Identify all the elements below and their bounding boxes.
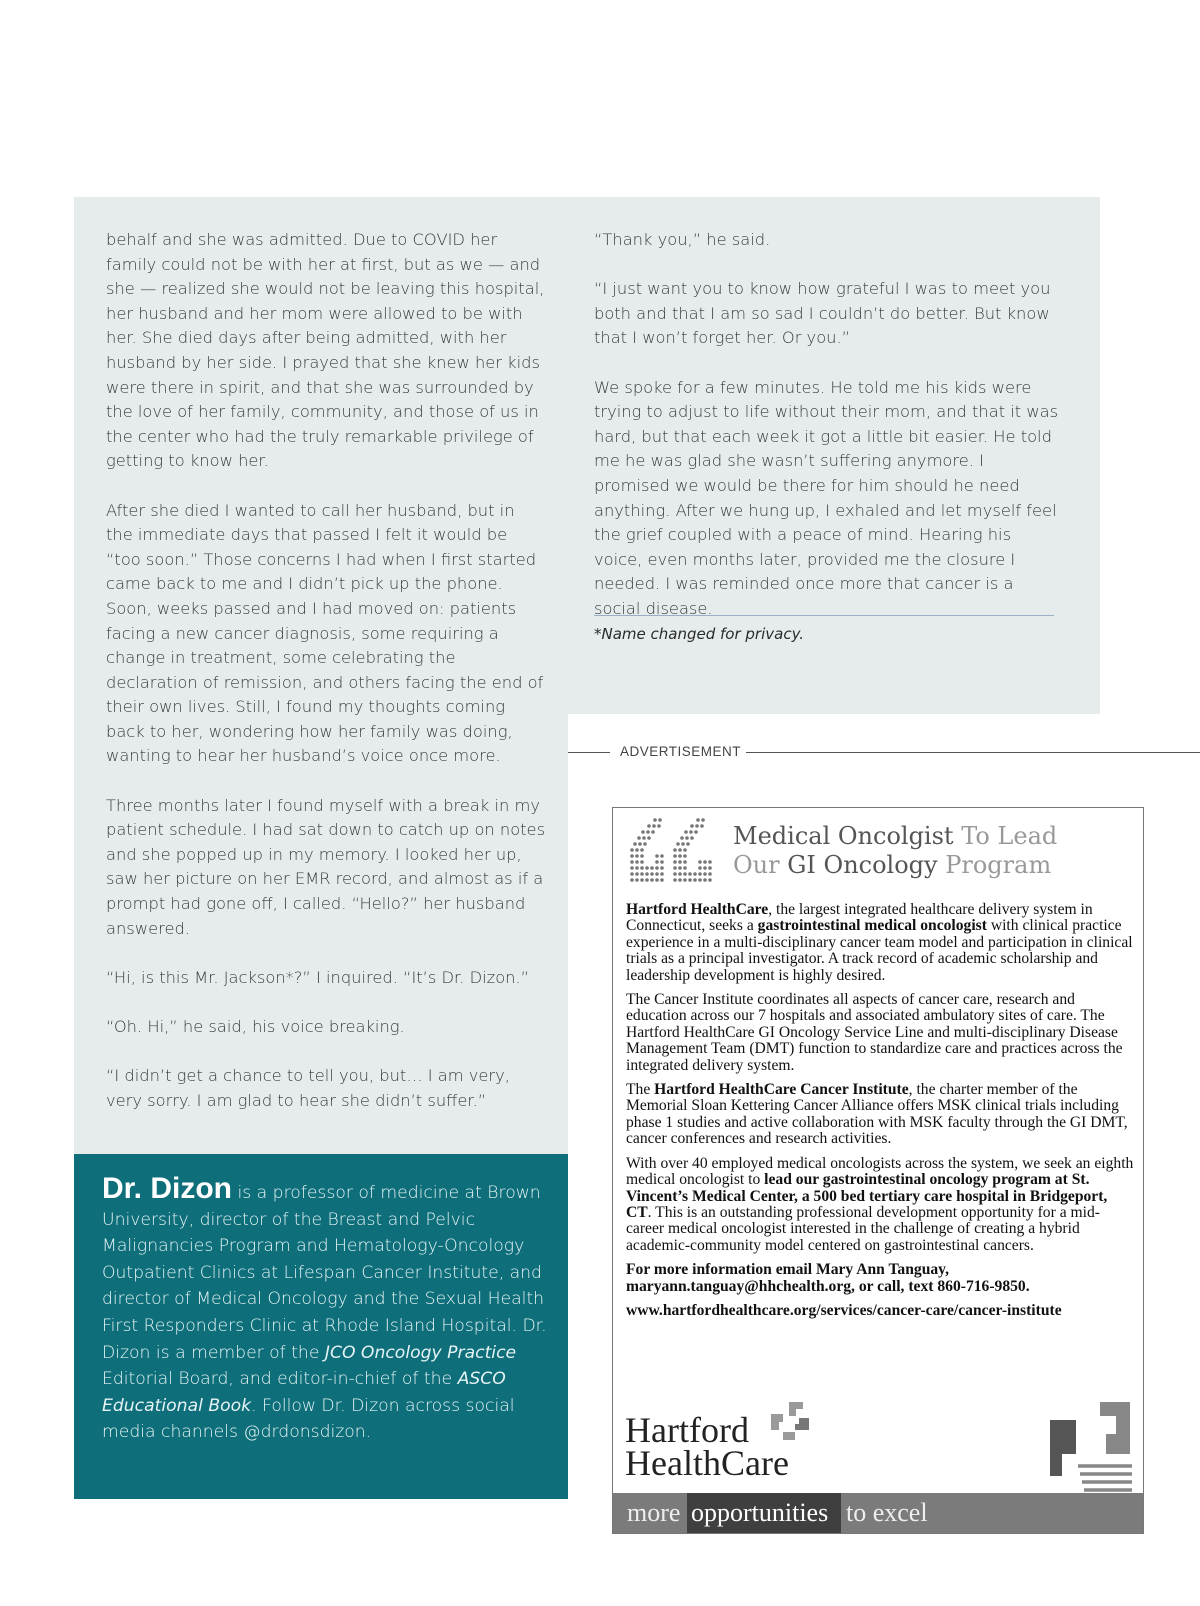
tagline-word: more xyxy=(627,1498,681,1527)
ad-headline: Medical Oncolgist To Lead Our GI Oncology Program xyxy=(733,822,1058,879)
advertisement-label-row xyxy=(568,742,1200,762)
article-paragraph: “Hi, is this Mr. Jackson*?” I inquired. “It’s Dr. Dizon.” xyxy=(106,967,530,987)
ad-url-link[interactable]: www.hartfordhealthcare.org/services/cancer-care/cancer-institute xyxy=(626,1301,1062,1319)
ad-paragraph: With over 40 employed medical oncologists across the system, we seek an eighth medical oncologist to lead our gastrointestinal oncology program at St. Vincent’s Medical Center, a 500 bed tertiary care hospital in Bridgeport, CT. This is an outstanding professional development opportunity for a mid-career medical oncologist interested in the challenge of creating a hybrid academic-community model centered on gastrointestinal cancers. xyxy=(626,1154,1134,1254)
ad-contact: For more information email Mary Ann Tanguay, maryann.tanguay@hhchealth.org, or call, text 860-716-9850. xyxy=(626,1261,1030,1295)
tagline-word: to excel xyxy=(846,1498,928,1527)
article-column-right xyxy=(594,228,1059,646)
ad-paragraph: Hartford HealthCare, the largest integrated healthcare delivery system in Connecticut, seeks a gastrointestinal medical oncologist with clinical practice experience in a multi-disciplinary cancer team model and participation in clinical trials as a principal investigator. A track record of academic scholarship and leadership development is highly desired. xyxy=(626,901,1133,984)
journal-title: JCO Oncology Practice xyxy=(324,1342,517,1363)
hartford-healthcare-mark-icon xyxy=(769,1400,813,1444)
divider xyxy=(746,752,1200,753)
article-paragraph: Three months later I found myself with a break in my patient schedule. I had sat down to catch up on notes and she popped up in my memory. I looked her up, saw her picture on her EMR record, and almost as if a prompt had gone off, I called. “Hello?” her husband answered. xyxy=(106,795,546,938)
ad-paragraph: The Hartford HealthCare Cancer Institute, the charter member of the Memorial Sloan Kettering Cancer Alliance offers MSK clinical trials including phase 1 studies and active collaboration with MSK faculty through the GI DMT, cancer conferences and research activities. xyxy=(626,1081,1128,1148)
ad-body xyxy=(626,902,1134,1327)
ad-url-paragraph xyxy=(626,1303,1134,1319)
advertisement[interactable] xyxy=(612,807,1144,1534)
article-paragraph: “Thank you,” he said. xyxy=(594,230,771,249)
article-column-left xyxy=(106,228,546,1138)
tagline-word: opportunities xyxy=(691,1498,829,1527)
article-paragraph: We spoke for a few minutes. He told me his kids were trying to adjust to life without their mom, and that it was hard, but that each week it got a little bit easier. He told me he was glad she wasn’t suffering anymore. I promised we would be there for him should he need anything. After we hung up, I exhaled and let myself feel the grief coupled with a peace of mind. Hearing his voice, even months later, provided me the closure I needed. I was reminded once more that cancer is a social disease. xyxy=(594,377,1059,618)
hartford-healthcare-logo-text: Hartford HealthCare xyxy=(625,1410,789,1483)
ad-paragraph: The Cancer Institute coordinates all aspects of cancer care, research and education across our 7 hospitals and associated ambulatory sites of care. The Hartford HealthCare GI Oncology Service Line and multi-disciplinary Disease Management Team (DMT) function to standardize care and practices across the integrated delivery system. xyxy=(626,991,1123,1074)
dot-pattern-logo-icon xyxy=(627,816,717,888)
article-paragraph: behalf and she was admitted. Due to COVID her family could not be with her at first, but as we — and she — realized she would not be leaving this hospital, her husband and her mom were allowed to be with her. She died days after being admitted, with her husband by her side. I prayed that she knew her kids were there in spirit, and that she was surrounded by the love of her family, community, and those of us in the center who had the truly remarkable privilege of getting to know her. xyxy=(106,230,545,471)
article-paragraph: After she died I wanted to call her husband, but in the immediate days that passed I felt it would be “too soon.” Those concerns I had when I first started came back to me and I didn’t pick up the phone. Soon, weeks passed and I had moved on: patients facing a new cancer diagnosis, some requiring a change in treatment, some celebrating the declaration of remission, and others facing the end of their own lives. Still, I found my thoughts coming back to her, wondering how her family was doing, wanting to hear her husband’s voice once more. xyxy=(106,500,544,766)
divider xyxy=(568,752,610,753)
article-paragraph: “I didn’t get a chance to tell you, but… I am very, very sorry. I am glad to hear she didn’t suffer.” xyxy=(106,1066,510,1110)
footnote-divider xyxy=(594,615,1054,616)
footnote: *Name changed for privacy. xyxy=(594,625,805,643)
author-bio: Dr. Dizon is a professor of medicine at Brown University, director of the Breast and Pelvic Malignancies Program and Hematology-Oncology Outpatient Clinics at Lifespan Cancer Institute, and director of Medical Oncology and the Sexual Health First Responders Clinic at Rhode Island Hospital. Dr. Dizon is a member of the JCO Oncology Practice Editorial Board, and editor-in-chief of the ASCO Educational Book. Follow Dr. Dizon across social media channels @drdonsdizon. xyxy=(102,1172,547,1443)
article-paragraph: “Oh. Hi,” he said, his voice breaking. xyxy=(106,1017,405,1036)
advertisement-label: ADVERTISEMENT xyxy=(620,744,742,759)
author-name: Dr. Dizon xyxy=(102,1172,233,1205)
article-paragraph: “I just want you to know how grateful I was to meet you both and that I am so sad I couldn’t do better. But know that I won’t forget her. Or you.” xyxy=(594,279,1051,348)
journal-title: ASCO Educational Book xyxy=(102,1369,506,1416)
